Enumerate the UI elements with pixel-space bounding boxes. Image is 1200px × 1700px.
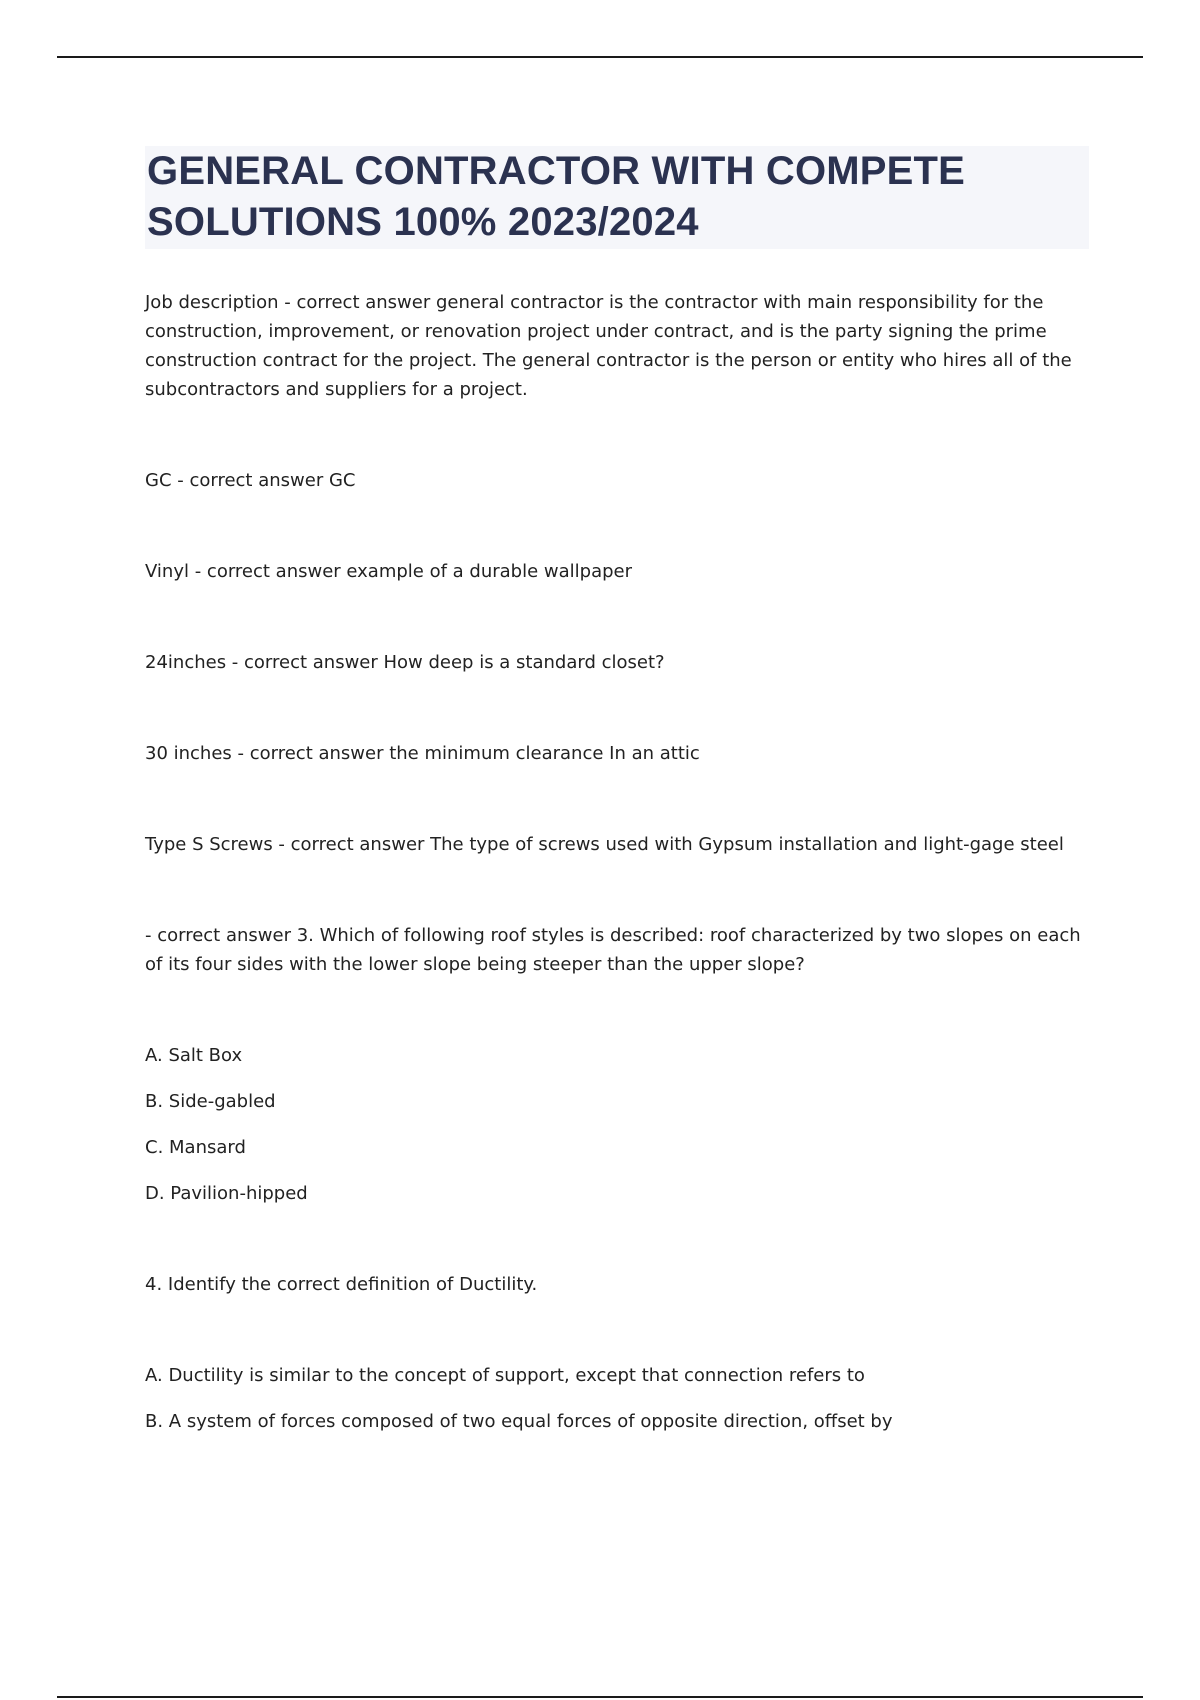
question-3-option-d: D. Pavilion-hipped — [145, 1183, 308, 1204]
question-3-option-c: C. Mansard — [145, 1137, 246, 1158]
entry-30-inches: 30 inches - correct answer the minimum clearance In an attic — [145, 743, 700, 764]
title-banner — [145, 146, 1089, 249]
entry-question-3: - correct answer 3. Which of following roof styles is described: roof characterized by two slopes on each of its four sides with the lower slope being steeper than the upper slope? — [145, 925, 1081, 975]
footer-rule — [57, 1696, 1143, 1698]
header-rule — [57, 56, 1143, 58]
entry-gc: GC - correct answer GC — [145, 470, 356, 491]
question-4-option-b: B. A system of forces composed of two equal forces of opposite direction, offset by — [145, 1411, 893, 1432]
question-4-prompt: 4. Identify the correct definition of Ductility. — [145, 1274, 538, 1295]
entry-vinyl: Vinyl - correct answer example of a durable wallpaper — [145, 561, 633, 582]
entry-24inches: 24inches - correct answer How deep is a standard closet? — [145, 652, 665, 673]
document-body — [145, 288, 1085, 1436]
question-3-option-b: B. Side-gabled — [145, 1091, 276, 1112]
entry-type-s-screws: Type S Screws - correct answer The type of screws used with Gypsum installation and light-gage steel — [145, 834, 1064, 855]
question-3-option-a: A. Salt Box — [145, 1045, 243, 1066]
entry-job-description: Job description - correct answer general contractor is the contractor with main responsibility for the construction, improvement, or renovation project under contract, and is the party signing the prime construction contract for the project. The general contractor is the person or entity who hires all of the subcontractors and suppliers for a project. — [145, 292, 1072, 400]
page-title: GENERAL CONTRACTOR WITH COMPETE SOLUTIONS 100% 2023/2024 — [147, 149, 966, 244]
question-4-option-a: A. Ductility is similar to the concept of support, except that connection refers to — [145, 1365, 865, 1386]
